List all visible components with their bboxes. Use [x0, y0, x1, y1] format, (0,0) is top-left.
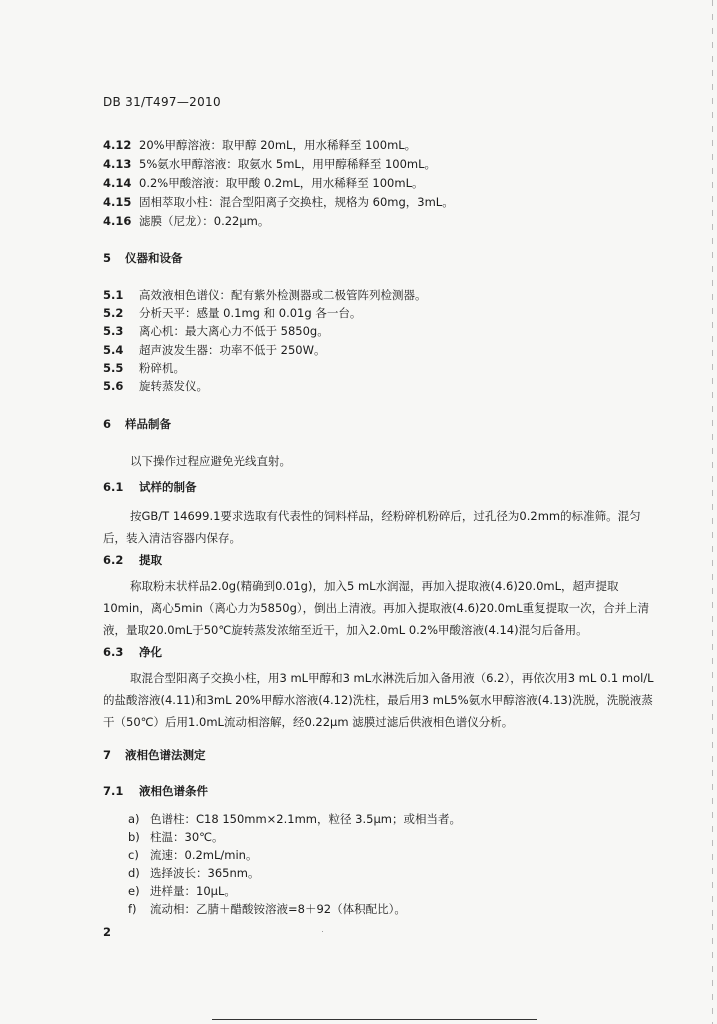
item-letter: f): [128, 902, 137, 916]
instrument-item: [103, 323, 329, 339]
section-intro: 以下操作过程应避免光线直射。: [130, 454, 291, 468]
item-number: 5.3: [103, 324, 124, 338]
item-number: 5.2: [103, 306, 124, 320]
reagent-item: [103, 194, 454, 210]
section-heading: [103, 416, 171, 432]
item-number: 5.1: [103, 288, 124, 302]
item-text: 流速：0.2mL/min。: [150, 848, 258, 862]
instrument-item: [103, 378, 208, 394]
page-number: 2: [103, 925, 112, 939]
section-heading: [103, 747, 206, 763]
subsection-heading: [103, 552, 162, 568]
section-number: 6: [103, 417, 112, 431]
item-number: 5.5: [103, 361, 124, 375]
item-number: 5.6: [103, 379, 124, 393]
item-text: 超声波发生器：功率不低于 250W。: [139, 343, 326, 357]
condition-item: [128, 847, 257, 863]
section-number: 7: [103, 748, 112, 762]
item-number: 4.13: [103, 157, 132, 171]
subsection-heading: [103, 783, 208, 799]
item-text: 滤膜（尼龙）：0.22μm。: [139, 214, 270, 228]
instrument-item: [103, 342, 325, 358]
item-number: 5.4: [103, 343, 124, 357]
instrument-item: [103, 287, 427, 303]
item-letter: c): [128, 848, 139, 862]
section-title: 仪器和设备: [125, 251, 183, 265]
item-letter: e): [128, 884, 140, 898]
subsection-number: 7.1: [103, 784, 124, 798]
condition-item: [128, 883, 236, 899]
section-number: 5: [103, 251, 112, 265]
section-title: 液相色谱法测定: [125, 748, 206, 762]
subsection-title: 提取: [139, 553, 162, 567]
standard-code-header: DB 31/T497—2010: [103, 95, 221, 109]
subsection-heading: [103, 644, 162, 660]
subsection-heading: [103, 479, 197, 495]
item-text: 5%氨水甲醇溶液：取氨水 5mL，用甲醇稀释至 100mL。: [139, 157, 437, 171]
item-number: 4.16: [103, 214, 132, 228]
item-text: 20%甲醇溶液：取甲醇 20mL，用水稀释至 100mL。: [139, 138, 417, 152]
item-text: 离心机：最大离心力不低于 5850g。: [139, 324, 329, 338]
reagent-item: [103, 175, 423, 191]
condition-item: [128, 811, 461, 827]
item-text: 0.2%甲酸溶液：取甲酸 0.2mL，用水稀释至 100mL。: [139, 176, 424, 190]
paragraph-purification: 取混合型阳离子交换小柱，用3 mL甲醇和3 mL水淋洗后加入备用液（6.2），再依次用3 mL 0.1 mol/L的盐酸溶液(4.11)和3mL 20%甲醇水溶液(4.12)洗柱，最后用3 mL5%氨水甲醇溶液(4.13)洗脱，洗脱液蒸干（50℃）后用1.0mL流动相溶解，经0.22μm 滤膜过滤后供液相色谱仪分析。: [103, 671, 654, 729]
section-heading: [103, 250, 183, 266]
paragraph-sample-preparation: 按GB/T 14699.1要求选取有代表性的饲料样品，经粉碎机粉碎后，过孔径为0.2mm的标准筛。混匀后，装入清洁容器内保存。: [103, 509, 641, 545]
scan-speck: [322, 931, 323, 932]
item-number: 4.12: [103, 138, 132, 152]
item-text: 分析天平：感量 0.1mg 和 0.01g 各一台。: [139, 306, 362, 320]
scan-edge: [712, 0, 713, 1024]
condition-item: [128, 865, 259, 881]
item-letter: a): [128, 812, 140, 826]
item-text: 粉碎机。: [139, 361, 185, 375]
item-text: 进样量：10μL。: [150, 884, 236, 898]
instrument-item: [103, 305, 361, 321]
condition-item: [128, 829, 224, 845]
item-letter: d): [128, 866, 140, 880]
reagent-item: [103, 156, 436, 172]
subsection-title: 净化: [139, 645, 162, 659]
item-text: 选择波长：365nm。: [150, 866, 260, 880]
section-title: 样品制备: [125, 417, 171, 431]
item-text: 流动相：乙腈＋醋酸铵溶液=8＋92（体积配比）。: [150, 902, 406, 916]
bottom-rule: [212, 1019, 537, 1020]
item-number: 4.14: [103, 176, 132, 190]
subsection-number: 6.3: [103, 645, 124, 659]
item-text: 柱温：30℃。: [150, 830, 224, 844]
item-text: 固相萃取小柱：混合型阳离子交换柱，规格为 60mg，3mL。: [139, 195, 454, 209]
subsection-number: 6.1: [103, 480, 124, 494]
subsection-title: 液相色谱条件: [139, 784, 208, 798]
reagent-item: [103, 137, 416, 153]
subsection-title: 试样的制备: [139, 480, 197, 494]
condition-item: [128, 901, 406, 917]
item-text: 高效液相色谱仪：配有紫外检测器或二极管阵列检测器。: [139, 288, 427, 302]
reagent-item: [103, 213, 269, 229]
subsection-number: 6.2: [103, 553, 124, 567]
item-text: 色谱柱：C18 150mm×2.1mm，粒径 3.5μm；或相当者。: [150, 812, 461, 826]
instrument-item: [103, 360, 185, 376]
paragraph-extraction: 称取粉末状样品2.0g(精确到0.01g)，加入5 mL水润湿，再加入提取液(4.6)20.0mL，超声提取10min，离心5min（离心力为5850g），倒出上清液。再加入提取液(4.6)20.0mL重复提取一次，合并上清液，量取20.0mL于50℃旋转蒸发浓缩至近干，加入2.0mL 0.2%甲酸溶液(4.14)混匀后备用。: [103, 579, 650, 637]
item-text: 旋转蒸发仪。: [139, 379, 208, 393]
item-letter: b): [128, 830, 140, 844]
item-number: 4.15: [103, 195, 132, 209]
